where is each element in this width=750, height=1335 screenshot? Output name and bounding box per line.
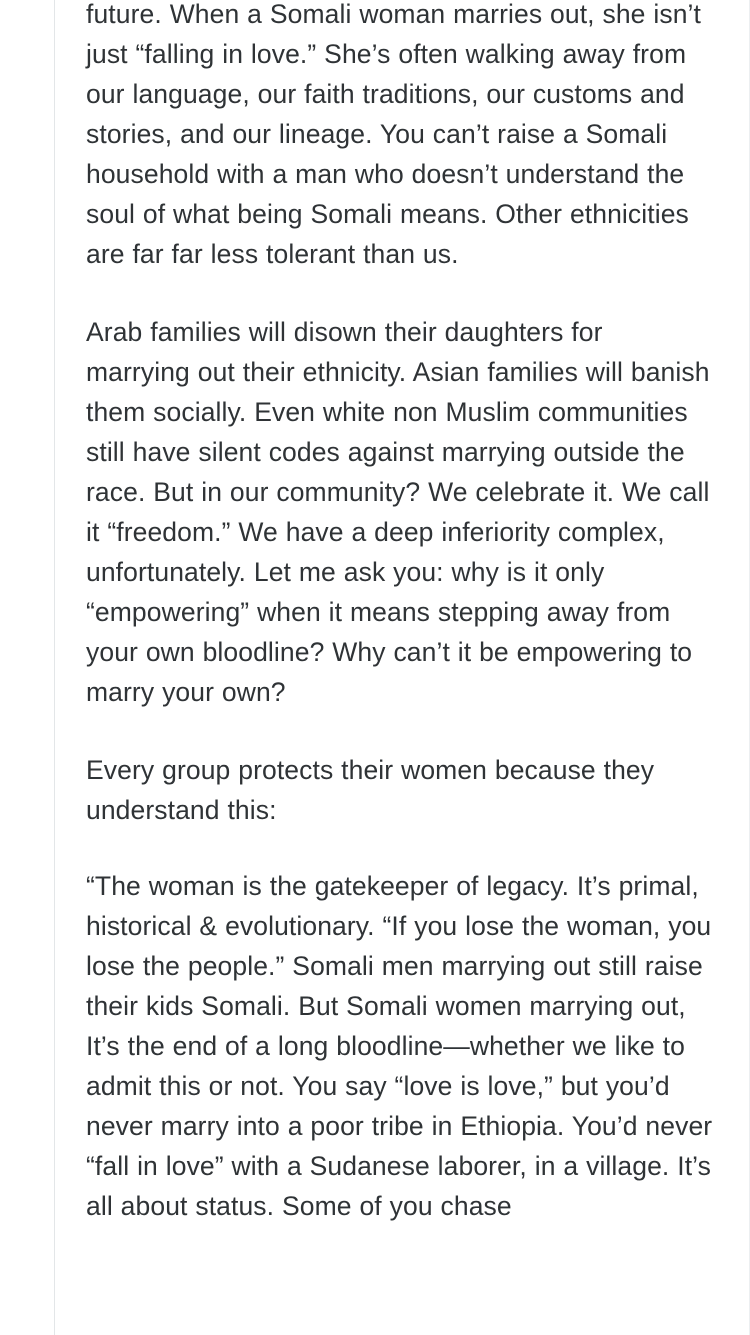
- post-body-text: [86, 0, 714, 1226]
- thread-vertical-rule: [54, 0, 55, 1335]
- paragraph-2: Arab families will disown their daughters for marrying out their ethnicity. Asian families will banish them socially. Even white non Muslim communities still have silent codes against marrying outside the race. But in our community? We celebrate it. We call it “freedom.” We have a deep inferiority complex, unfortunately. Let me ask you: why is it only “empowering” when it means stepping away from your own bloodline? Why can’t it be empowering to marry your own?: [86, 317, 710, 707]
- paragraph-1: future. When a Somali woman marries out, she isn’t just “falling in love.” She’s often walking away from our language, our faith traditions, our customs and stories, and our lineage. You can’t raise a Somali household with a man who doesn’t understand the soul of what being Somali means. Other ethnicities are far far less tolerant than us.: [86, 0, 702, 269]
- paragraph-3: Every group protects their women because they understand this:: [86, 755, 655, 825]
- paragraph-4: “The woman is the gatekeeper of legacy. It’s primal, historical & evolutionary. “If you lose the woman, you lose the people.” Somali men marrying out still raise their kids Somali. But Somali women marrying out, It’s the end of a long bloodline—whether we like to admit this or not. You say “love is love,” but you’d never marry into a poor tribe in Ethiopia. You’d never “fall in love” with a Sudanese laborer, in a village. It’s all about status. Some of you chase: [86, 871, 713, 1221]
